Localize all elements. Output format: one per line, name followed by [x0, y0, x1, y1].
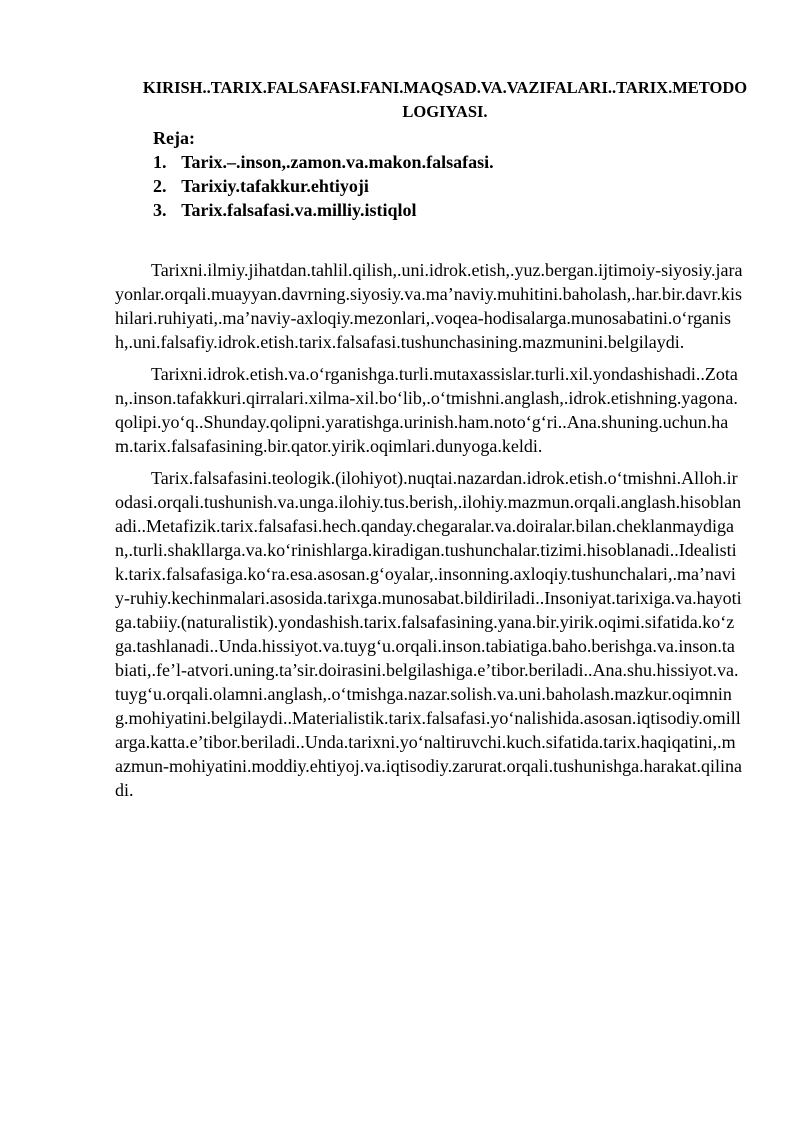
- plan-item: [153, 174, 494, 198]
- plan-heading: Reja:: [153, 128, 195, 148]
- plan-item-number: 3.: [153, 200, 167, 220]
- plan-item-text: Tarix.falsafasi.va.milliy.istiqlol: [181, 200, 417, 220]
- plan-item-number: 1.: [153, 152, 167, 172]
- plan-item: [153, 198, 494, 222]
- plan-item-number: 2.: [153, 176, 167, 196]
- body-paragraph: Tarixni.ilmiy.jihatdan.tahlil.qilish,.uni.idrok.etish,.yuz.bergan.ijtimoiy-siyosiy.jarayonlar.orqali.muayyan.davrning.siyosiy.va.ma’naviy.muhitini.baholash,.har.bir.davr.kishilari.ruhiyati,.ma’naviy-axloqiy.mezonlari,.voqea-hodisalarga.munosabatini.o‘rganish,.uni.falsafiy.idrok.etish.tarix.falsafasi.tushunchasining.mazmunini.belgilaydi.: [115, 260, 743, 352]
- body-paragraph: Tarixni.idrok.etish.va.o‘rganishga.turli.mutaxassislar.turli.xil.yondashishadi..Zotan,.inson.tafakkuri.qirralari.xilma-xil.bo‘lib,.o‘tmishni.anglash,.idrok.etishning.yagona.qolipi.yo‘q..Shunday.qolipni.yaratishga.urinish.ham.noto‘g‘ri..Ana.shuning.uchun.ham.tarix.falsafasining.bir.qator.yirik.oqimlari.dunyoga.keldi.: [115, 364, 738, 456]
- body-paragraph: Tarix.falsafasini.teologik.(ilohiyot).nuqtai.nazardan.idrok.etish.o‘tmishni.Alloh.irodasi.orqali.tushunish.va.unga.ilohiy.tus.berish,.ilohiy.mazmun.orqali.anglash.hisoblanadi..Metafizik.tarix.falsafasi.hech.qanday.chegaralar.va.doiralar.bilan.cheklanmaydigan,.turli.shakllarga.va.ko‘rinishlarga.kiradigan.tushunchalar.tizimi.hisoblanadi..Idealistik.tarix.falsafasiga.ko‘ra.esa.asosan.g‘oyalar,.insonning.axloqiy.tushunchalari,.ma’naviy-ruhiy.kechinmalari.asosida.tarixga.munosabat.bildiriladi..Insoniyat.tarixiga.va.hayotiga.tabiiy.(naturalistik).yondashish.tarix.falsafasining.yana.bir.yirik.oqimi.sifatida.ko‘zga.tashlanadi..Unda.hissiyot.va.tuyg‘u.orqali.inson.tabiatiga.baho.berishga.va.inson.tabiati,.fe’l-atvori.uning.ta’sir.doirasini.belgilashiga.e’tibor.beriladi..Ana.shu.hissiyot.va.tuyg‘u.orqali.olamni.anglash,.o‘tmishga.nazar.solish.va.uni.baholash.mazkur.oqimning.mohiyatini.belgilaydi..Materialistik.tarix.falsafasi.yo‘nalishida.asosan.iqtisodiy.omillarga.katta.e’tibor.beriladi..Unda.tarixni.yo‘naltiruvchi.kuch.sifatida.tarix.haqiqatini,.mazmun-mohiyatini.moddiy.ehtiyoj.va.iqtisodiy.zarurat.orqali.tushunishga.harakat.qilinadi.: [115, 468, 743, 800]
- body-text: [115, 258, 743, 810]
- plan-item-text: Tarixiy.tafakkur.ehtiyoji: [181, 176, 369, 196]
- plan-item: [153, 150, 494, 174]
- plan-item-text: Tarix.–.inson,.zamon.va.makon.falsafasi.: [181, 152, 494, 172]
- document-title: KIRISH..TARIX.FALSAFASI.FANI.MAQSAD.VA.VAZIFALARI..TARIX.METODOLOGIYASI.: [142, 78, 748, 121]
- plan-list: [153, 150, 494, 222]
